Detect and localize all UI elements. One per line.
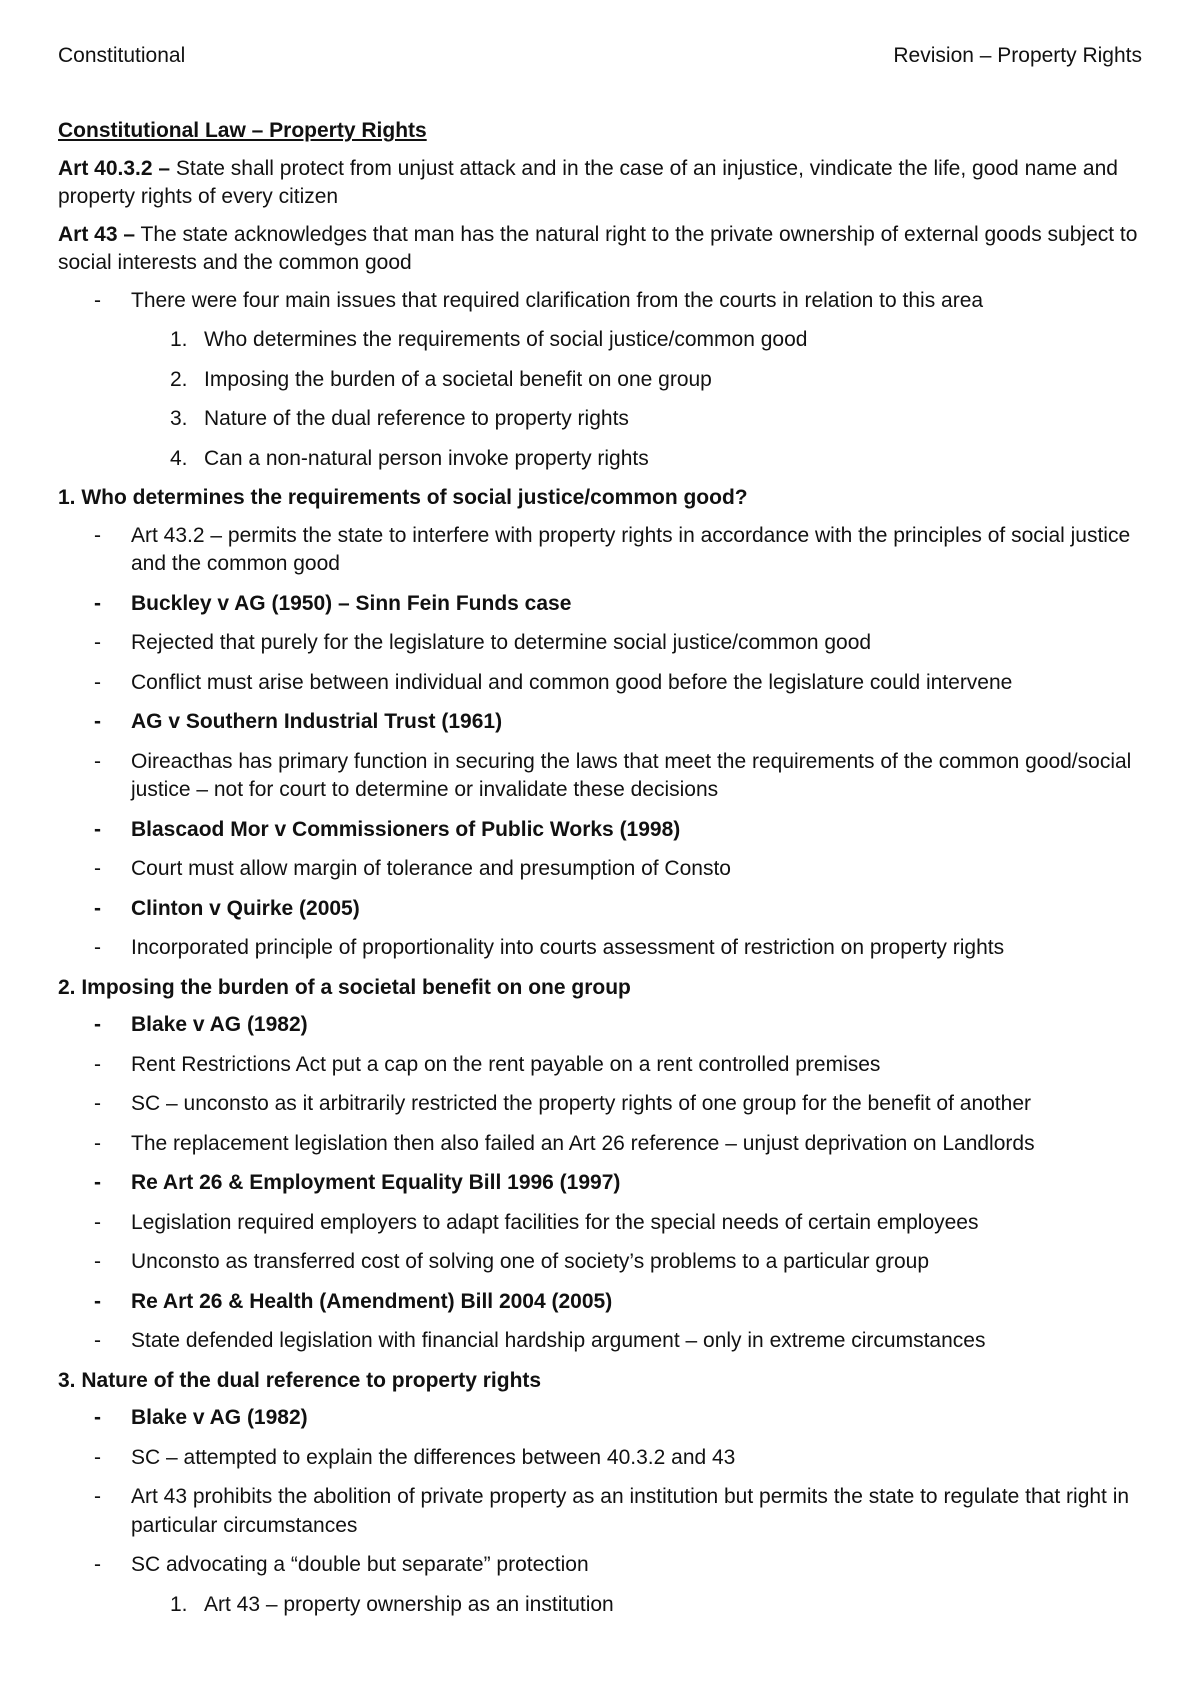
page-header [58, 44, 1142, 68]
dash-bullet: - [94, 591, 101, 615]
numbered-item [58, 445, 1160, 474]
dash-bullet: - [94, 936, 101, 959]
section-2-list [58, 1011, 1160, 1356]
intro-list [58, 287, 1160, 474]
dash-bullet: - [94, 710, 101, 733]
dash-bullet: - [94, 1052, 101, 1076]
list-item [58, 522, 1160, 579]
numbered-item-text: Who determines the requirements of social justice/common good [204, 328, 808, 351]
list-item-text: Court must allow margin of tolerance and presumption of Consto [131, 857, 731, 880]
item-number: 1. [170, 1592, 188, 1616]
header-left: Constitutional [58, 44, 186, 67]
document-title: Constitutional Law – Property Rights [58, 119, 427, 142]
dash-bullet: - [94, 288, 101, 312]
list-item [58, 1444, 1160, 1473]
numbered-item [58, 326, 1160, 355]
list-item [58, 287, 1160, 316]
section-1-heading: 1. Who determines the requirements of social justice/common good? [58, 486, 748, 509]
case-name-item [58, 708, 1160, 737]
numbered-item-text: Imposing the burden of a societal benefit on one group [204, 367, 712, 391]
list-item-text: Rejected that purely for the legislature to determine social justice/common good [131, 631, 872, 654]
case-name: Blake v AG (1982) [131, 1406, 308, 1429]
list-item [58, 1327, 1160, 1356]
case-name-item [58, 1288, 1160, 1317]
case-name-item [58, 1404, 1160, 1433]
dash-bullet: - [94, 1013, 101, 1036]
dash-bullet: - [94, 1250, 101, 1273]
numbered-item-text: Can a non-natural person invoke property rights [204, 446, 649, 470]
dash-bullet: - [94, 1289, 101, 1313]
dash-bullet: - [94, 1485, 101, 1508]
case-name: Blascaod Mor v Commissioners of Public Works (1998) [131, 817, 681, 841]
item-number: 3. [170, 407, 188, 430]
case-name-item [58, 590, 1160, 619]
list-item-text: Art 43.2 – permits the state to interfere with property rights in accordance with the principles of social justice and the common good [131, 523, 1131, 575]
dash-bullet: - [94, 857, 101, 880]
numbered-item [58, 405, 1160, 434]
list-item-text: SC – unconsto as it arbitrarily restricted the property rights of one group for the benefit of another [131, 1092, 1031, 1115]
case-name-item [58, 1169, 1160, 1198]
case-name: Buckley v AG (1950) – Sinn Fein Funds case [131, 591, 572, 615]
list-item [58, 1248, 1160, 1277]
numbered-item-text: Nature of the dual reference to property rights [204, 407, 629, 430]
case-name-item [58, 816, 1160, 845]
case-name: AG v Southern Industrial Trust (1961) [131, 710, 503, 733]
item-number: 2. [170, 367, 188, 391]
case-name: Clinton v Quirke (2005) [131, 896, 360, 920]
list-item-text: SC – attempted to explain the differences between 40.3.2 and 43 [131, 1445, 736, 1469]
dash-bullet: - [94, 1131, 101, 1155]
section-2-heading: 2. Imposing the burden of a societal benefit on one group [58, 975, 631, 999]
list-item [58, 629, 1160, 658]
dash-bullet: - [94, 631, 101, 654]
list-item [58, 669, 1160, 698]
section-1-list [58, 522, 1160, 963]
list-item [58, 1090, 1160, 1119]
header-right: Revision – Property Rights [893, 44, 1142, 67]
list-item-text: Rent Restrictions Act put a cap on the rent payable on a rent controlled premises [131, 1052, 881, 1076]
list-item [58, 855, 1160, 884]
dash-bullet: - [94, 1406, 101, 1429]
art-43-paragraph [58, 221, 1160, 278]
list-item-text: Conflict must arise between individual and common good before the legislature could intervene [131, 670, 1013, 694]
list-item [58, 1551, 1160, 1580]
list-item [58, 1483, 1160, 1540]
list-item-text: Art 43 prohibits the abolition of private property as an institution but permits the state to regulate that right in particular circumstances [131, 1485, 1130, 1537]
dash-bullet: - [94, 1329, 101, 1352]
numbered-item [58, 366, 1160, 395]
dash-bullet: - [94, 749, 101, 773]
dash-bullet: - [94, 896, 101, 920]
case-name: Blake v AG (1982) [131, 1013, 308, 1036]
list-item-text: Unconsto as transferred cost of solving one of society’s problems to a particular group [131, 1250, 930, 1273]
list-item-text: Legislation required employers to adapt facilities for the special needs of certain employees [131, 1210, 979, 1234]
art-43-label: Art 43 – [58, 222, 136, 246]
document-body [58, 117, 1160, 1630]
list-item-text: SC advocating a “double but separate” protection [131, 1553, 589, 1576]
dash-bullet: - [94, 1171, 101, 1194]
dash-bullet: - [94, 1092, 101, 1115]
dash-bullet: - [94, 1445, 101, 1469]
case-name-item [58, 1011, 1160, 1040]
item-number: 1. [170, 328, 188, 351]
dash-bullet: - [94, 817, 101, 841]
item-number: 4. [170, 446, 188, 470]
case-name-item [58, 895, 1160, 924]
art-40-3-2-paragraph [58, 155, 1160, 212]
list-item-text: Oireacthas has primary function in securing the laws that meet the requirements of the common good/social justice – not for court to determine or invalidate these decisions [131, 749, 1132, 801]
list-item [58, 1209, 1160, 1238]
section-3-heading: 3. Nature of the dual reference to property rights [58, 1368, 542, 1392]
section-3-list [58, 1404, 1160, 1619]
list-item [58, 748, 1160, 805]
dash-bullet: - [94, 1553, 101, 1576]
numbered-item-text: Art 43 – property ownership as an institution [204, 1592, 614, 1616]
list-item [58, 1051, 1160, 1080]
dash-bullet: - [94, 1210, 101, 1234]
list-item [58, 934, 1160, 963]
list-item-text: Incorporated principle of proportionality into courts assessment of restriction on property rights [131, 936, 1005, 959]
dash-bullet: - [94, 670, 101, 694]
dash-bullet: - [94, 523, 101, 547]
list-item-text: There were four main issues that required clarification from the courts in relation to this area [131, 288, 984, 312]
art-40-3-2-label: Art 40.3.2 – [58, 156, 171, 180]
list-item [58, 1130, 1160, 1159]
art-40-3-2-text: State shall protect from unjust attack and in the case of an injustice, vindicate the life, good name and property rights of every citizen [58, 156, 1118, 208]
case-name: Re Art 26 & Employment Equality Bill 1996 (1997) [131, 1171, 621, 1194]
list-item-text: The replacement legislation then also failed an Art 26 reference – unjust deprivation on Landlords [131, 1131, 1035, 1155]
case-name: Re Art 26 & Health (Amendment) Bill 2004 (2005) [131, 1289, 613, 1313]
list-item-text: State defended legislation with financial hardship argument – only in extreme circumstances [131, 1329, 986, 1352]
art-43-text: The state acknowledges that man has the natural right to the private ownership of external goods subject to social interests and the common good [58, 222, 1138, 274]
numbered-item [58, 1591, 1160, 1620]
